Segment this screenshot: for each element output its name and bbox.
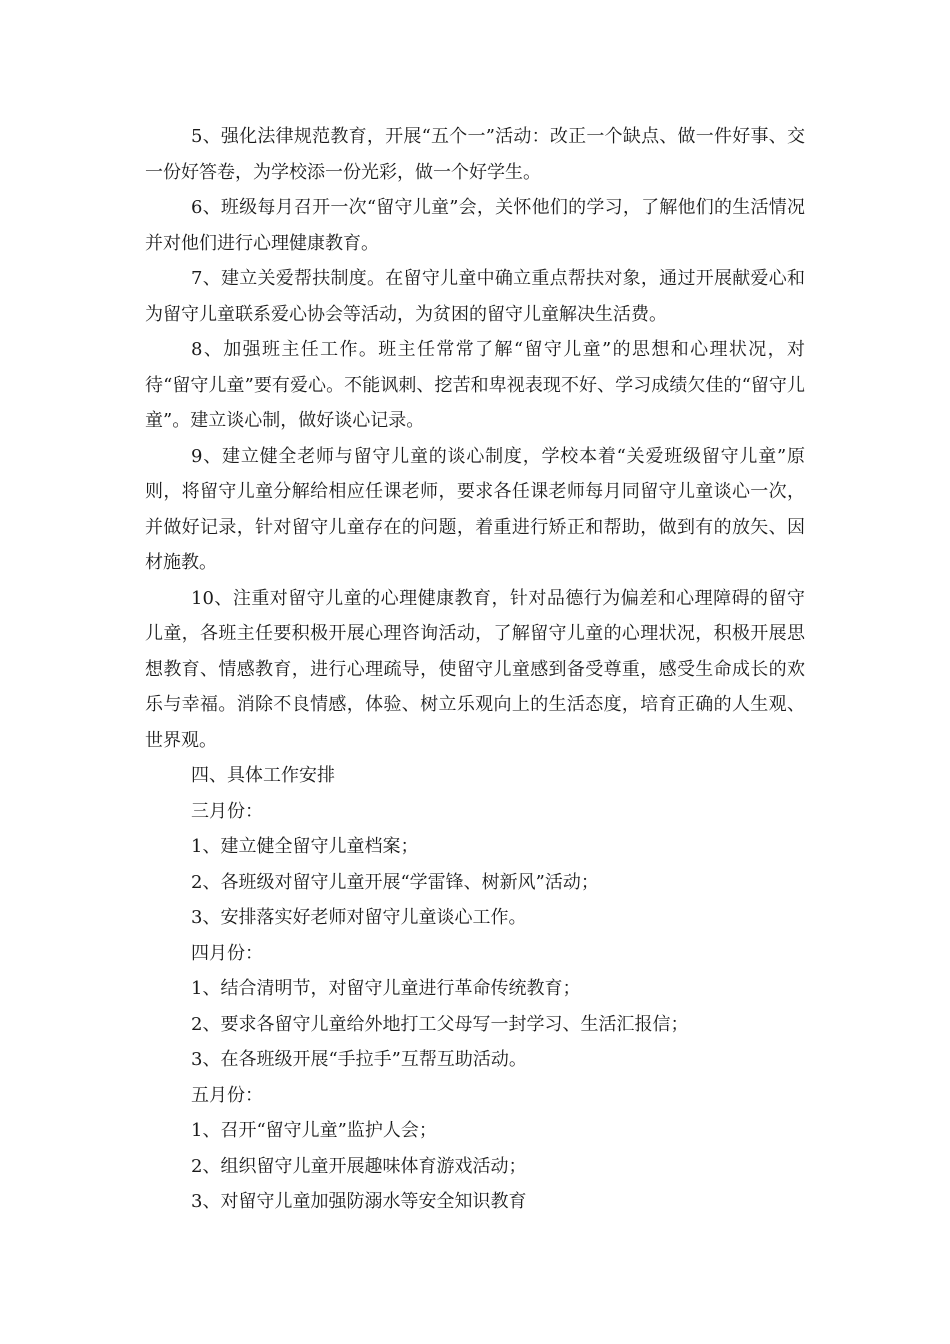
list-item: 2、各班级对留守儿童开展“学雷锋、树新风”活动； <box>191 871 599 893</box>
paragraph-item-10: 10、注重对留守儿童的心理健康教育，针对品德行为偏差和心理障碍的留守儿童，各班主任要积极开展心理咨询活动，了解留守儿童的心理状况，积极开展思想教育、情感教育，进行心理疏导，使留守儿童感到备受尊重，感受生命成长的欢乐与幸福。消除不良情感，体验、树立乐观向上的生活态度，培育正确的人生观、世界观。 <box>145 587 805 751</box>
paragraph-item-7: 7、建立关爱帮扶制度。在留守儿童中确立重点帮扶对象，通过开展献爱心和为留守儿童联系爱心协会等活动，为贫困的留守儿童解决生活费。 <box>145 268 805 325</box>
month-label-march: 三月份： <box>191 800 263 822</box>
list-item: 3、对留守儿童加强防溺水等安全知识教育 <box>191 1191 527 1212</box>
paragraph-item-5: 5、强化法律规范教育，开展“五个一”活动：改正一个缺点、做一件好事、交一份好答卷，为学校添一份光彩，做一个好学生。 <box>145 126 805 183</box>
paragraph-item-6: 6、班级每月召开一次“留守儿童”会，关怀他们的学习，了解他们的生活情况并对他们进行心理健康教育。 <box>145 197 805 254</box>
list-item: 1、结合清明节，对留守儿童进行革命传统教育； <box>191 978 581 999</box>
list-item: 1、召开“留守儿童”监护人会； <box>191 1120 437 1141</box>
month-label-april: 四月份： <box>191 942 263 964</box>
document-body <box>145 119 805 1220</box>
list-item: 3、在各班级开展“手拉手”互帮互助活动。 <box>191 1049 527 1070</box>
list-item: 2、组织留守儿童开展趣味体育游戏活动； <box>191 1155 527 1177</box>
list-item: 3、安排落实好老师对留守儿童谈心工作。 <box>191 907 527 928</box>
paragraph-item-8: 8、加强班主任工作。班主任常常了解“留守儿童”的思想和心理状况，对待“留守儿童”要有爱心。不能讽刺、挖苦和卑视表现不好、学习成绩欠佳的“留守儿童”。建立谈心制，做好谈心记录。 <box>145 339 805 431</box>
list-item: 1、建立健全留守儿童档案； <box>191 836 419 857</box>
paragraph-item-9: 9、建立健全老师与留守儿童的谈心制度，学校本着“关爱班级留守儿童”原则，将留守儿童分解给相应任课老师，要求各任课老师每月同留守儿童谈心一次，并做好记录，针对留守儿童存在的问题，着重进行矫正和帮助，做到有的放矢、因材施教。 <box>145 445 805 573</box>
month-label-may: 五月份： <box>191 1084 263 1106</box>
list-item: 2、要求各留守儿童给外地打工父母写一封学习、生活汇报信； <box>191 1013 689 1035</box>
section-heading: 四、具体工作安排 <box>191 765 335 786</box>
